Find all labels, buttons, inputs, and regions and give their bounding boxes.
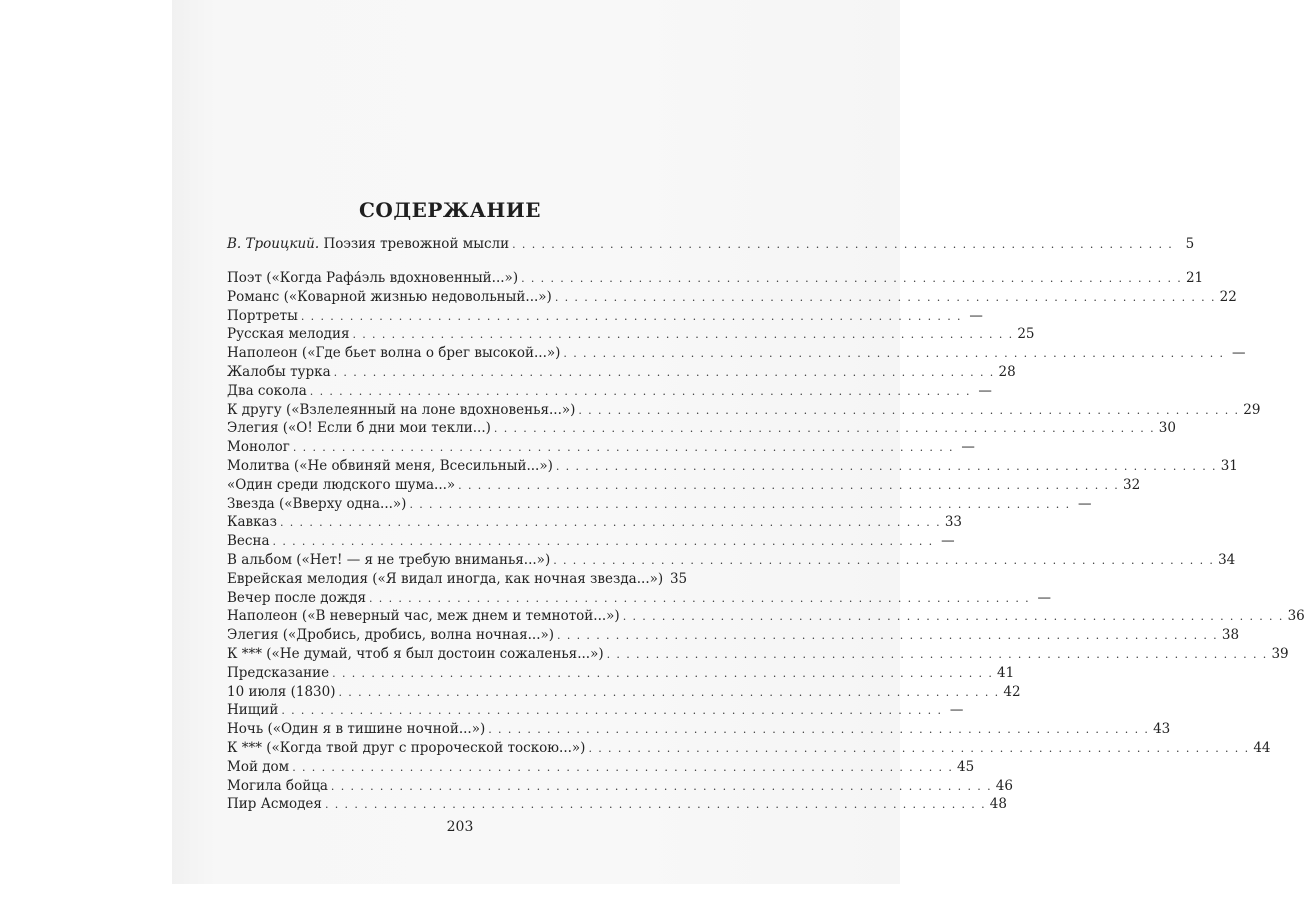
toc-entry: [227, 664, 1015, 682]
entry-page-number: 36: [1287, 608, 1305, 625]
toc-entry: [227, 626, 1240, 644]
dot-leader: . . . . . . . . . . . . . . . . . . . . . . . . . . . . . . . . . . . . . . . . . . . . . . . . . . . . . . . . . . . . . . . . . . . .: [324, 798, 986, 812]
toc-entry: [227, 532, 955, 550]
entry-page-number: 32: [1123, 476, 1141, 493]
introduction-page-number: 5: [1185, 236, 1195, 252]
toc-introduction: [227, 235, 1195, 253]
toc-entry: [227, 307, 983, 325]
entry-page-number: —: [978, 382, 992, 399]
entry-page-number: 48: [989, 796, 1007, 813]
entry-title: Монолог: [227, 439, 290, 456]
dot-leader: . . . . . . . . . . . . . . . . . . . . . . . . . . . . . . . . . . . . . . . . . . . . . . . . . . . . . . . . . . . . . . . . . . . .: [333, 366, 995, 379]
entry-title: Предсказание: [227, 664, 330, 681]
entry-title: Два сокола: [227, 382, 307, 399]
dot-leader: . . . . . . . . . . . . . . . . . . . . . . . . . . . . . . . . . . . . . . . . . . . . . . . . . . . . . . . . . . . . . . . . . . . .: [521, 272, 1183, 285]
toc-entry: [227, 476, 1141, 494]
toc-entry: [227, 344, 1246, 362]
toc-entry: [227, 438, 975, 456]
entry-title: Пир Асмодея: [227, 796, 322, 813]
entry-title: Наполеон («Где бьет волна о брег высокой...»): [227, 345, 561, 362]
dot-leader: . . . . . . . . . . . . . . . . . . . . . . . . . . . . . . . . . . . . . . . . . . . . . . . . . . . . . . . . . . . . . . . . . . . .: [493, 422, 1155, 436]
entry-page-number: 46: [995, 777, 1013, 794]
toc-entry: [227, 570, 688, 588]
toc-entry: [227, 607, 1305, 625]
entry-page-number: 29: [1243, 401, 1261, 418]
dot-leader: . . . . . . . . . . . . . . . . . . . . . . . . . . . . . . . . . . . . . . . . . . . . . . . . . . . . . . . . . . . . . . . . . . . .: [588, 742, 1250, 755]
dot-leader: . . . . . . . . . . . . . . . . . . . . . . . . . . . . . . . . . . . . . . . . . . . . . . . . . . . . . . . . . . . . . . . . . . . .: [332, 666, 994, 680]
dot-leader: . . . . . . . . . . . . . . . . . . . . . . . . . . . . . . . . . . . . . . . . . . . . . . . . . . . . . . . . . . . . . . . . . . . .: [409, 497, 1071, 511]
entry-page-number: —: [1077, 495, 1092, 512]
dot-leader: . . . . . . . . . . . . . . . . . . . . . . . . . . . . . . . . . . . . . . . . . . . . . . . . . . . . . . . . . . . . . . . . . . . .: [554, 290, 1216, 304]
entry-title: Наполеон («В неверный час, меж днем и темнотой...»): [227, 608, 620, 625]
introduction-title-group: [227, 235, 509, 253]
entry-title: Ночь («Один я в тишине ночной...»): [227, 721, 486, 738]
toc-entry: [227, 701, 964, 719]
toc-entry: [227, 513, 962, 531]
dot-leader: . . . . . . . . . . . . . . . . . . . . . . . . . . . . . . . . . . . . . . . . . . . . . . . . . . . . . . . . . . . . . . . . . . . .: [292, 441, 954, 455]
entry-page-number: 28: [998, 364, 1016, 380]
toc-entry: [227, 551, 1236, 569]
dot-leader: . . . . . . . . . . . . . . . . . . . . . . . . . . . . . . . . . . . . . . . . . . . . . . . . . . . . . . . . . . . . . . . . . . . .: [557, 629, 1219, 643]
dot-leader: . . . . . . . . . . . . . . . . . . . . . . . . . . . . . . . . . . . . . . . . . . . . . . . . . . . . . . . . . . . . . . . . . . . .: [458, 478, 1120, 492]
toc-entry: [227, 589, 1052, 607]
entry-title: Портреты: [227, 307, 298, 324]
entry-page-number: 44: [1253, 740, 1271, 756]
toc-entry: [227, 457, 1238, 475]
entry-title: 10 июля (1830): [227, 683, 336, 700]
entry-title: Вечер после дождя: [227, 589, 366, 606]
entry-title: К другу («Взлелеянный на лоне вдохновенья...»): [227, 401, 576, 418]
toc-entry: [227, 720, 1171, 738]
entry-page-number: —: [969, 307, 983, 324]
entry-title: Нищий: [227, 702, 279, 719]
toc-entry: [227, 401, 1261, 419]
toc-entry: [227, 645, 1289, 663]
entry-page-number: 30: [1158, 420, 1176, 437]
toc-entry: [227, 269, 1204, 287]
entry-page-number: —: [961, 439, 975, 456]
dot-leader: . . . . . . . . . . . . . . . . . . . . . . . . . . . . . . . . . . . . . . . . . . . . . . . . . . . . . . . . . . . . . . . . . . . .: [563, 347, 1225, 361]
entry-page-number: 21: [1185, 270, 1204, 286]
toc-entry: [227, 758, 975, 776]
entry-page-number: 22: [1219, 288, 1237, 305]
entry-page-number: —: [1231, 345, 1246, 362]
entry-title: Звезда («Вверху одна...»): [227, 495, 407, 512]
entry-title: Жалобы турка: [227, 364, 331, 380]
entry-page-number: 34: [1218, 552, 1236, 568]
toc-entry: [227, 739, 1271, 757]
introduction-title: Поэзия тревожной мысли: [323, 236, 510, 252]
entry-title: Поэт («Когда Рафа́эль вдохновенный...»): [227, 270, 519, 286]
toc-entry: [227, 777, 1013, 795]
page-title: СОДЕРЖАНИЕ: [359, 198, 541, 222]
entry-page-number: 31: [1220, 458, 1238, 474]
dot-leader: . . . . . . . . . . . . . . . . . . . . . . . . . . . . . . . . . . . . . . . . . . . . . . . . . . . . . . . . . . . . . . . . . . . .: [606, 648, 1268, 661]
dot-leader: . . . . . . . . . . . . . . . . . . . . . . . . . . . . . . . . . . . . . . . . . . . . . . . . . . . . . . . . . . . . . . . . . . . .: [352, 328, 1014, 342]
entry-page-number: 39: [1271, 646, 1289, 662]
entry-title: В альбом («Нет! — я не требую вниманья...»): [227, 552, 551, 568]
toc-entry: [227, 288, 1237, 306]
entry-page-number: 42: [1003, 683, 1021, 700]
entry-title: Кавказ: [227, 514, 277, 531]
dot-leader: . . . . . . . . . . . . . . . . . . . . . . . . . . . . . . . . . . . . . . . . . . . . . . . . . . . . . . . . . . . . . . . . . . . .: [622, 610, 1284, 624]
entry-page-number: 35: [669, 570, 688, 587]
dot-leader: . . . . . . . . . . . . . . . . . . . . . . . . . . . . . . . . . . . . . . . . . . . . . . . . . . . . . . . . . . . . . . . . . . . .: [488, 723, 1150, 737]
entry-page-number: —: [941, 533, 955, 550]
dot-leader: . . . . . . . . . . . . . . . . . . . . . . . . . . . . . . . . . . . . . . . . . . . . . . . . . . . . . . . . . . . . . . . . . . . .: [555, 460, 1217, 473]
entry-title: Молитва («Не обвиняй меня, Всесильный...»): [227, 458, 553, 474]
dot-leader: . . . . . . . . . . . . . . . . . . . . . . . . . . . . . . . . . . . . . . . . . . . . . . . . . . . . . . . . . . . . . . . . . . . .: [578, 403, 1240, 417]
entry-title: Русская мелодия: [227, 326, 350, 343]
entry-title: Элегия («Дробись, дробись, волна ночная...»): [227, 627, 555, 644]
entry-title: «Один среди людского шума...»: [227, 476, 456, 493]
dot-leader: . . . . . . . . . . . . . . . . . . . . . . . . . . . . . . . . . . . . . . . . . . . . . . . . . . . . . . . . . . . . . . . . . . . .: [330, 779, 992, 793]
entry-title: Еврейская мелодия («Я видал иногда, как ночная звезда...»): [227, 570, 664, 587]
entry-title: К *** («Не думай, чтоб я был достоин сожаленья...»): [227, 646, 604, 662]
entry-page-number: 43: [1153, 721, 1171, 738]
entry-title: Весна: [227, 533, 270, 550]
entry-page-number: 38: [1221, 627, 1240, 644]
dot-leader: . . . . . . . . . . . . . . . . . . . . . . . . . . . . . . . . . . . . . . . . . . . . . . . . . . . . . . . . . . . . . . . . . . . .: [300, 309, 962, 323]
dot-leader: . . . . . . . . . . . . . . . . . . . . . . . . . . . . . . . . . . . . . . . . . . . . . . . . . . . . . . . . . . . . . . . . . . . .: [553, 554, 1215, 567]
dot-leader: . . . . . . . . . . . . . . . . . . . . . . . . . . . . . . . . . . . . . . . . . . . . . . . . . . . . . . . . . . . . . . . . . . . .: [512, 238, 1174, 251]
entry-title: Мой дом: [227, 758, 290, 775]
dot-leader: . . . . . . . . . . . . . . . . . . . . . . . . . . . . . . . . . . . . . . . . . . . . . . . . . . . . . . . . . . . . . . . . . . . .: [338, 685, 1000, 699]
dot-leader: . . . . . . . . . . . . . . . . . . . . . . . . . . . . . . . . . . . . . . . . . . . . . . . . . . . . . . . . . . . . . . . . . . . .: [279, 516, 941, 530]
entry-title: Романс («Коварной жизнью недовольный...»): [227, 288, 552, 305]
toc-entry: [227, 382, 992, 400]
toc-entry: [227, 683, 1021, 701]
dot-leader: . . . . . . . . . . . . . . . . . . . . . . . . . . . . . . . . . . . . . . . . . . . . . . . . . . . . . . . . . . . . . . . . . . . .: [369, 591, 1031, 605]
toc-entry: [227, 495, 1092, 513]
dot-leader: . . . . . . . . . . . . . . . . . . . . . . . . . . . . . . . . . . . . . . . . . . . . . . . . . . . . . . . . . . . . . . . . . . . .: [292, 760, 954, 774]
toc-entry: [227, 419, 1176, 437]
entry-page-number: 41: [997, 664, 1015, 681]
entry-page-number: 45: [957, 758, 975, 775]
introduction-author: В. Троицкий.: [227, 236, 320, 252]
entry-title: Элегия («О! Если б дни мои текли...): [227, 420, 491, 437]
toc-entry: [227, 795, 1007, 813]
dot-leader: . . . . . . . . . . . . . . . . . . . . . . . . . . . . . . . . . . . . . . . . . . . . . . . . . . . . . . . . . . . . . . . . . . . .: [309, 384, 971, 398]
table-of-contents: [227, 0, 1305, 900]
toc-entry: [227, 363, 1016, 381]
entry-page-number: 25: [1017, 326, 1035, 343]
entry-page-number: —: [1037, 589, 1052, 606]
dot-leader: . . . . . . . . . . . . . . . . . . . . . . . . . . . . . . . . . . . . . . . . . . . . . . . . . . . . . . . . . . . . . . . . . . . .: [281, 704, 943, 718]
entry-page-number: 33: [944, 514, 962, 531]
entry-title: К *** («Когда твой друг с пророческой тоскою...»): [227, 740, 586, 756]
entry-title: Могила бойца: [227, 777, 328, 794]
dot-leader: . . . . . . . . . . . . . . . . . . . . . . . . . . . . . . . . . . . . . . . . . . . . . . . . . . . . . . . . . . . . . . . . . . . .: [272, 535, 934, 549]
toc-entry: [227, 325, 1035, 343]
entry-page-number: —: [949, 702, 964, 719]
page-number: 203: [446, 819, 474, 835]
